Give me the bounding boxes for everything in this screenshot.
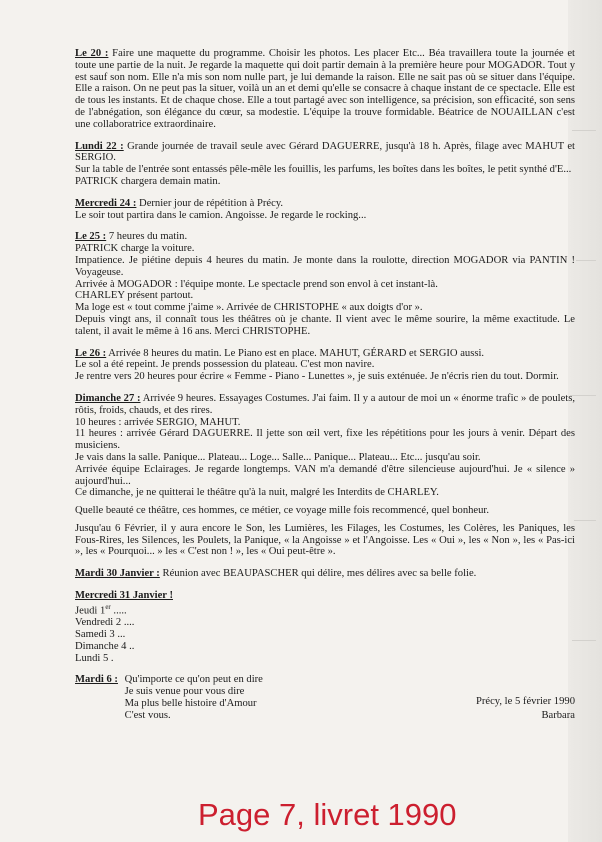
entry-date: Mercredi 31 Janvier ! (75, 590, 173, 602)
verse-line: Je suis venue pour vous dire (124, 686, 245, 698)
entry-date: Mardi 30 Janvier : (75, 568, 160, 580)
entry-mardi-30 (75, 568, 575, 580)
entry-body: Grande journée de travail seule avec Gérard DAGUERRE, jusqu'à 18 h. Après, filage avec MAHUT et SERGIO. (75, 140, 575, 164)
entry-mercredi-24 (75, 198, 575, 222)
day-list (75, 602, 575, 665)
entry-line: Depuis vingt ans, il connaît tous les théâtres où je chante. Il vient avec le même sourire, la même exactitude. Le talent, il avait le même à 16 ans. Merci CHRISTOPHE. (75, 313, 575, 337)
entry-body: 7 heures du matin. (108, 231, 188, 243)
entry-line: PATRICK charge la voiture. (75, 243, 195, 255)
entry-dimanche-27 (75, 393, 575, 558)
list-item: Jeudi 1er ..... (75, 602, 127, 617)
page-caption: Page 7, livret 1990 (198, 797, 457, 832)
entry-line: PATRICK chargera demain matin. (75, 175, 221, 187)
closing-verse (125, 674, 263, 721)
verse-line: C'est vous. (124, 709, 171, 721)
entry-line: Ce dimanche, je ne quitterai le théâtre qu'à la nuit, malgré les Interdits de CHARLEY. (75, 487, 439, 499)
entry-line: CHARLEY présent partout. (75, 290, 194, 302)
entry-body: Réunion avec BEAUPASCHER qui délire, mes délires avec sa belle folie. (162, 568, 477, 580)
author-name: Barbara (541, 710, 575, 722)
entry-body: Arrivée 8 heures du matin. Le Piano est en place. MAHUT, GÉRARD et SERGIO aussi. (108, 347, 485, 359)
entry-line: 10 heures : arrivée SERGIO, MAHUT. (75, 416, 241, 428)
entry-le-25 (75, 231, 575, 337)
entry-line: Sur la table de l'entrée sont entassés pêle-mêle les fouillis, les parfums, les boîtes dans les boîtes, le petit synthé d'E... (75, 164, 572, 176)
verse-line: Ma plus belle histoire d'Amour (124, 697, 257, 709)
entry-le-26 (75, 348, 575, 383)
entry-le-20 (75, 48, 575, 131)
entry-date: Le 26 : (75, 347, 107, 359)
entry-line: Jusqu'au 6 Février, il y aura encore le Son, les Lumières, les Filages, les Costumes, les Colères, les Paniques, les Fous-Rires, les Silences, les Poulets, la Panique, « la Angoisse » et l'Angoisse. Les « Oui », les « Non », les « Pas-ici », les « Pourquoi... » les « C'est non ! », les « Oui peut-être ». (75, 522, 575, 558)
signature-block (476, 696, 575, 722)
entry-line: Le soir tout partira dans le camion. Angoisse. Je regarde le rocking... (75, 209, 367, 221)
entry-mercredi-31 (75, 590, 575, 664)
entry-body: Faire une maquette du programme. Choisir les photos. Les placer Etc... Béa travaillera toute la journée et toute une partie de la nuit. Je regarde la maquette qui doit partir demain à la première heure pour MOGADOR. Tout y est sauf son nom. Elle n'a mis son nom nulle part, je lui demande la raison. Elle ne sait pas où se situer dans l'équipe. Elle a raison. On ne peut pas la situer, voilà un an et demi qu'elle se consacre à chaque instant de ce spectacle. Elle est de tous les instants. Et de chaque chose. Elle a tout partagé avec son intelligence, sa précision, son efficacité, son sens de l'abnégation, son élégance du cœur, sa modestie. L'équipe la trouve formidable. Béatrice de NOUAILLAN c'est une collaboratrice extraordinaire. (75, 48, 575, 130)
entry-line: Ma loge est « tout comme j'aime ». Arrivée de CHRISTOPHE « aux doigts d'or ». (75, 302, 423, 314)
verse-line: Qu'importe ce qu'on peut en dire (124, 674, 263, 686)
entry-date: Le 20 : (75, 48, 109, 59)
entry-date: Dimanche 27 : (75, 392, 141, 404)
entry-date: Mardi 6 : (75, 674, 118, 686)
entry-line: Je vais dans la salle. Panique... Plateau... Loge... Salle... Panique... Plateau... Etc... jusqu'au soir. (75, 451, 481, 463)
entry-mardi-6 (75, 674, 575, 721)
entry-lundi-22 (75, 141, 575, 188)
place-date: Précy, le 5 février 1990 (475, 696, 575, 708)
list-item: Lundi 5 . (75, 652, 114, 664)
entry-line: 11 heures : arrivée Gérard DAGUERRE. Il jette son œil vert, fixe les répétitions pour les jours à venir. Départ des musiciens. (75, 428, 575, 452)
list-item: Dimanche 4 .. (75, 640, 135, 652)
entry-line: Le sol a été repeint. Je prends possession du plateau. C'est mon navire. (75, 359, 375, 371)
entry-line: Impatience. Je piétine depuis 4 heures du matin. Je monte dans la roulotte, direction MOGADOR via PANTIN ! Voyageuse. (75, 254, 575, 278)
entry-body: Arrivée 9 heures. Essayages Costumes. J'ai faim. Il y a autour de moi un « énorme trafic » de poulets, rôtis, froids, chauds, et des rires. (75, 392, 575, 416)
entry-date: Le 25 : (75, 231, 107, 243)
entry-date: Mercredi 24 : (75, 197, 137, 209)
entry-line: Arrivée à MOGADOR : l'équipe monte. Le spectacle prend son envol à cet instant-là. (75, 278, 438, 290)
entry-body: Dernier jour de répétition à Précy. (139, 197, 284, 209)
entry-line: Arrivée équipe Eclairages. Je regarde longtemps. VAN m'a demandé d'être silencieuse aujourd'hui. Je « silence » aujourd'hui... (75, 463, 575, 487)
entry-line: Quelle beauté ce théâtre, ces hommes, ce métier, ce voyage mille fois recommencé, quel bonheur. (75, 505, 490, 517)
entry-line: Je rentre vers 20 heures pour écrire « Femme - Piano - Lunettes », je suis exténuée. Je n'écris rien du tout. Dormir. (75, 371, 559, 383)
list-item: Vendredi 2 .... (75, 617, 135, 629)
list-item: Samedi 3 ... (75, 629, 126, 640)
diary-text (75, 48, 575, 722)
entry-date: Lundi 22 : (75, 140, 124, 152)
